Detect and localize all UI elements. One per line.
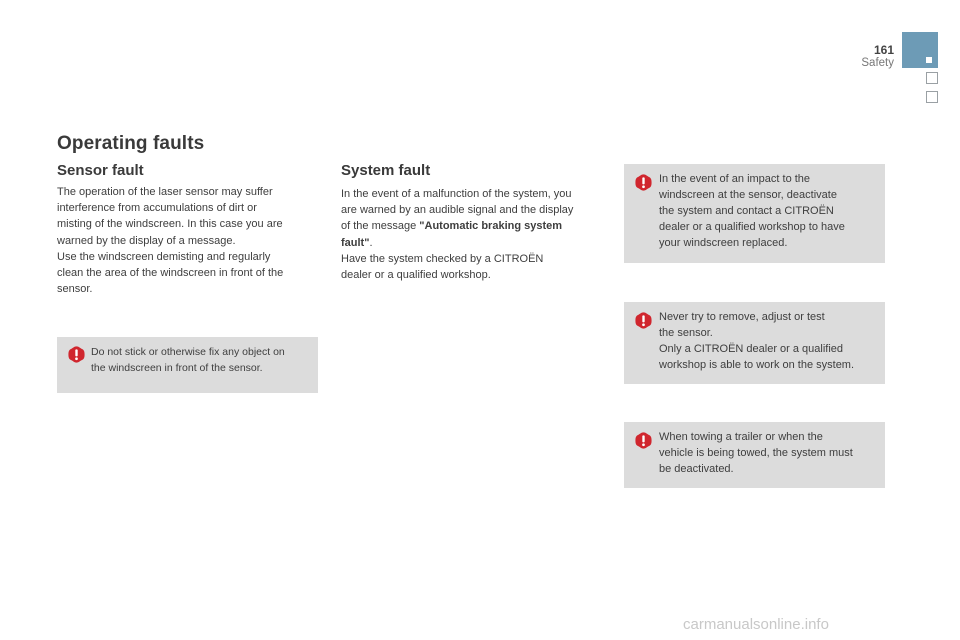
warning-box-towing [624,422,885,488]
text-line: Never try to remove, adjust or test [659,311,825,323]
text-line: dealer or a qualified workshop. [341,269,491,282]
warning-exclamation-icon [635,312,652,329]
text-line: In the event of a malfunction of the system, you [341,188,572,200]
text-line: misting of the windscreen. In this case you are [57,218,283,231]
tab-box [926,91,938,103]
message-name: fault" [341,236,370,249]
text-line: Only a CITROËN dealer or a qualified [659,343,844,355]
warning-text [659,309,881,373]
text-line: the windscreen in front of the sensor. [91,362,263,374]
text-line: Have the system checked by a CITROËN [341,252,544,265]
warning-text [659,429,881,477]
sensor-fault-heading: Sensor fault [57,162,144,179]
text-line [341,235,607,251]
text-line: When towing a trailer or when the [659,431,823,443]
warning-box-impact [624,164,885,263]
text-line: In the event of an impact to the [659,173,811,185]
text-line: The operation of the laser sensor may suffer [57,186,273,198]
text-line: vehicle is being towed, the system must [659,447,853,459]
warning-box-adjust [624,302,885,384]
watermark: carmanualsonline.info [683,616,829,633]
text-line: the sensor. [659,327,713,339]
text-line: the system and contact a CITROËN [659,205,834,217]
tab-box [926,72,938,84]
tab-dot [926,57,932,63]
text-line: dealer or a qualified workshop to have [659,221,845,233]
text-line: sensor. [57,283,93,296]
text-line [341,218,607,234]
warning-text [659,171,879,251]
text-line: clean the area of the windscreen in front of the [57,267,284,280]
text-line: Use the windscreen demisting and regularly [57,250,271,263]
warning-box-sensor [57,337,318,393]
message-name: "Automatic braking system [419,220,563,233]
page-number: 161 [873,43,894,57]
page-title: Operating faults [57,133,205,154]
text-line: are warned by an audible signal and the display [341,204,574,217]
text-line: your windscreen replaced. [659,237,788,249]
text-line: warned by the display of a message. [57,234,236,247]
warning-text [91,344,311,376]
text-line: windscreen at the sensor, deactivate [659,189,837,201]
text-line: Do not stick or otherwise fix any object on [91,346,285,358]
text-span: of the message [341,220,420,233]
warning-exclamation-icon [68,346,85,363]
system-fault-heading: System fault [341,162,431,179]
text-line: interference from accumulations of dirt or [57,202,257,215]
warning-exclamation-icon [635,432,652,449]
text-line: be deactivated. [659,463,734,475]
section-tab-marker [902,32,938,68]
text-span: . [369,236,373,249]
system-fault-text [341,186,607,283]
warning-exclamation-icon [635,174,652,191]
text-line: workshop is able to work on the system. [659,359,855,371]
sensor-fault-text [57,184,321,297]
section-name: Safety [861,57,894,69]
